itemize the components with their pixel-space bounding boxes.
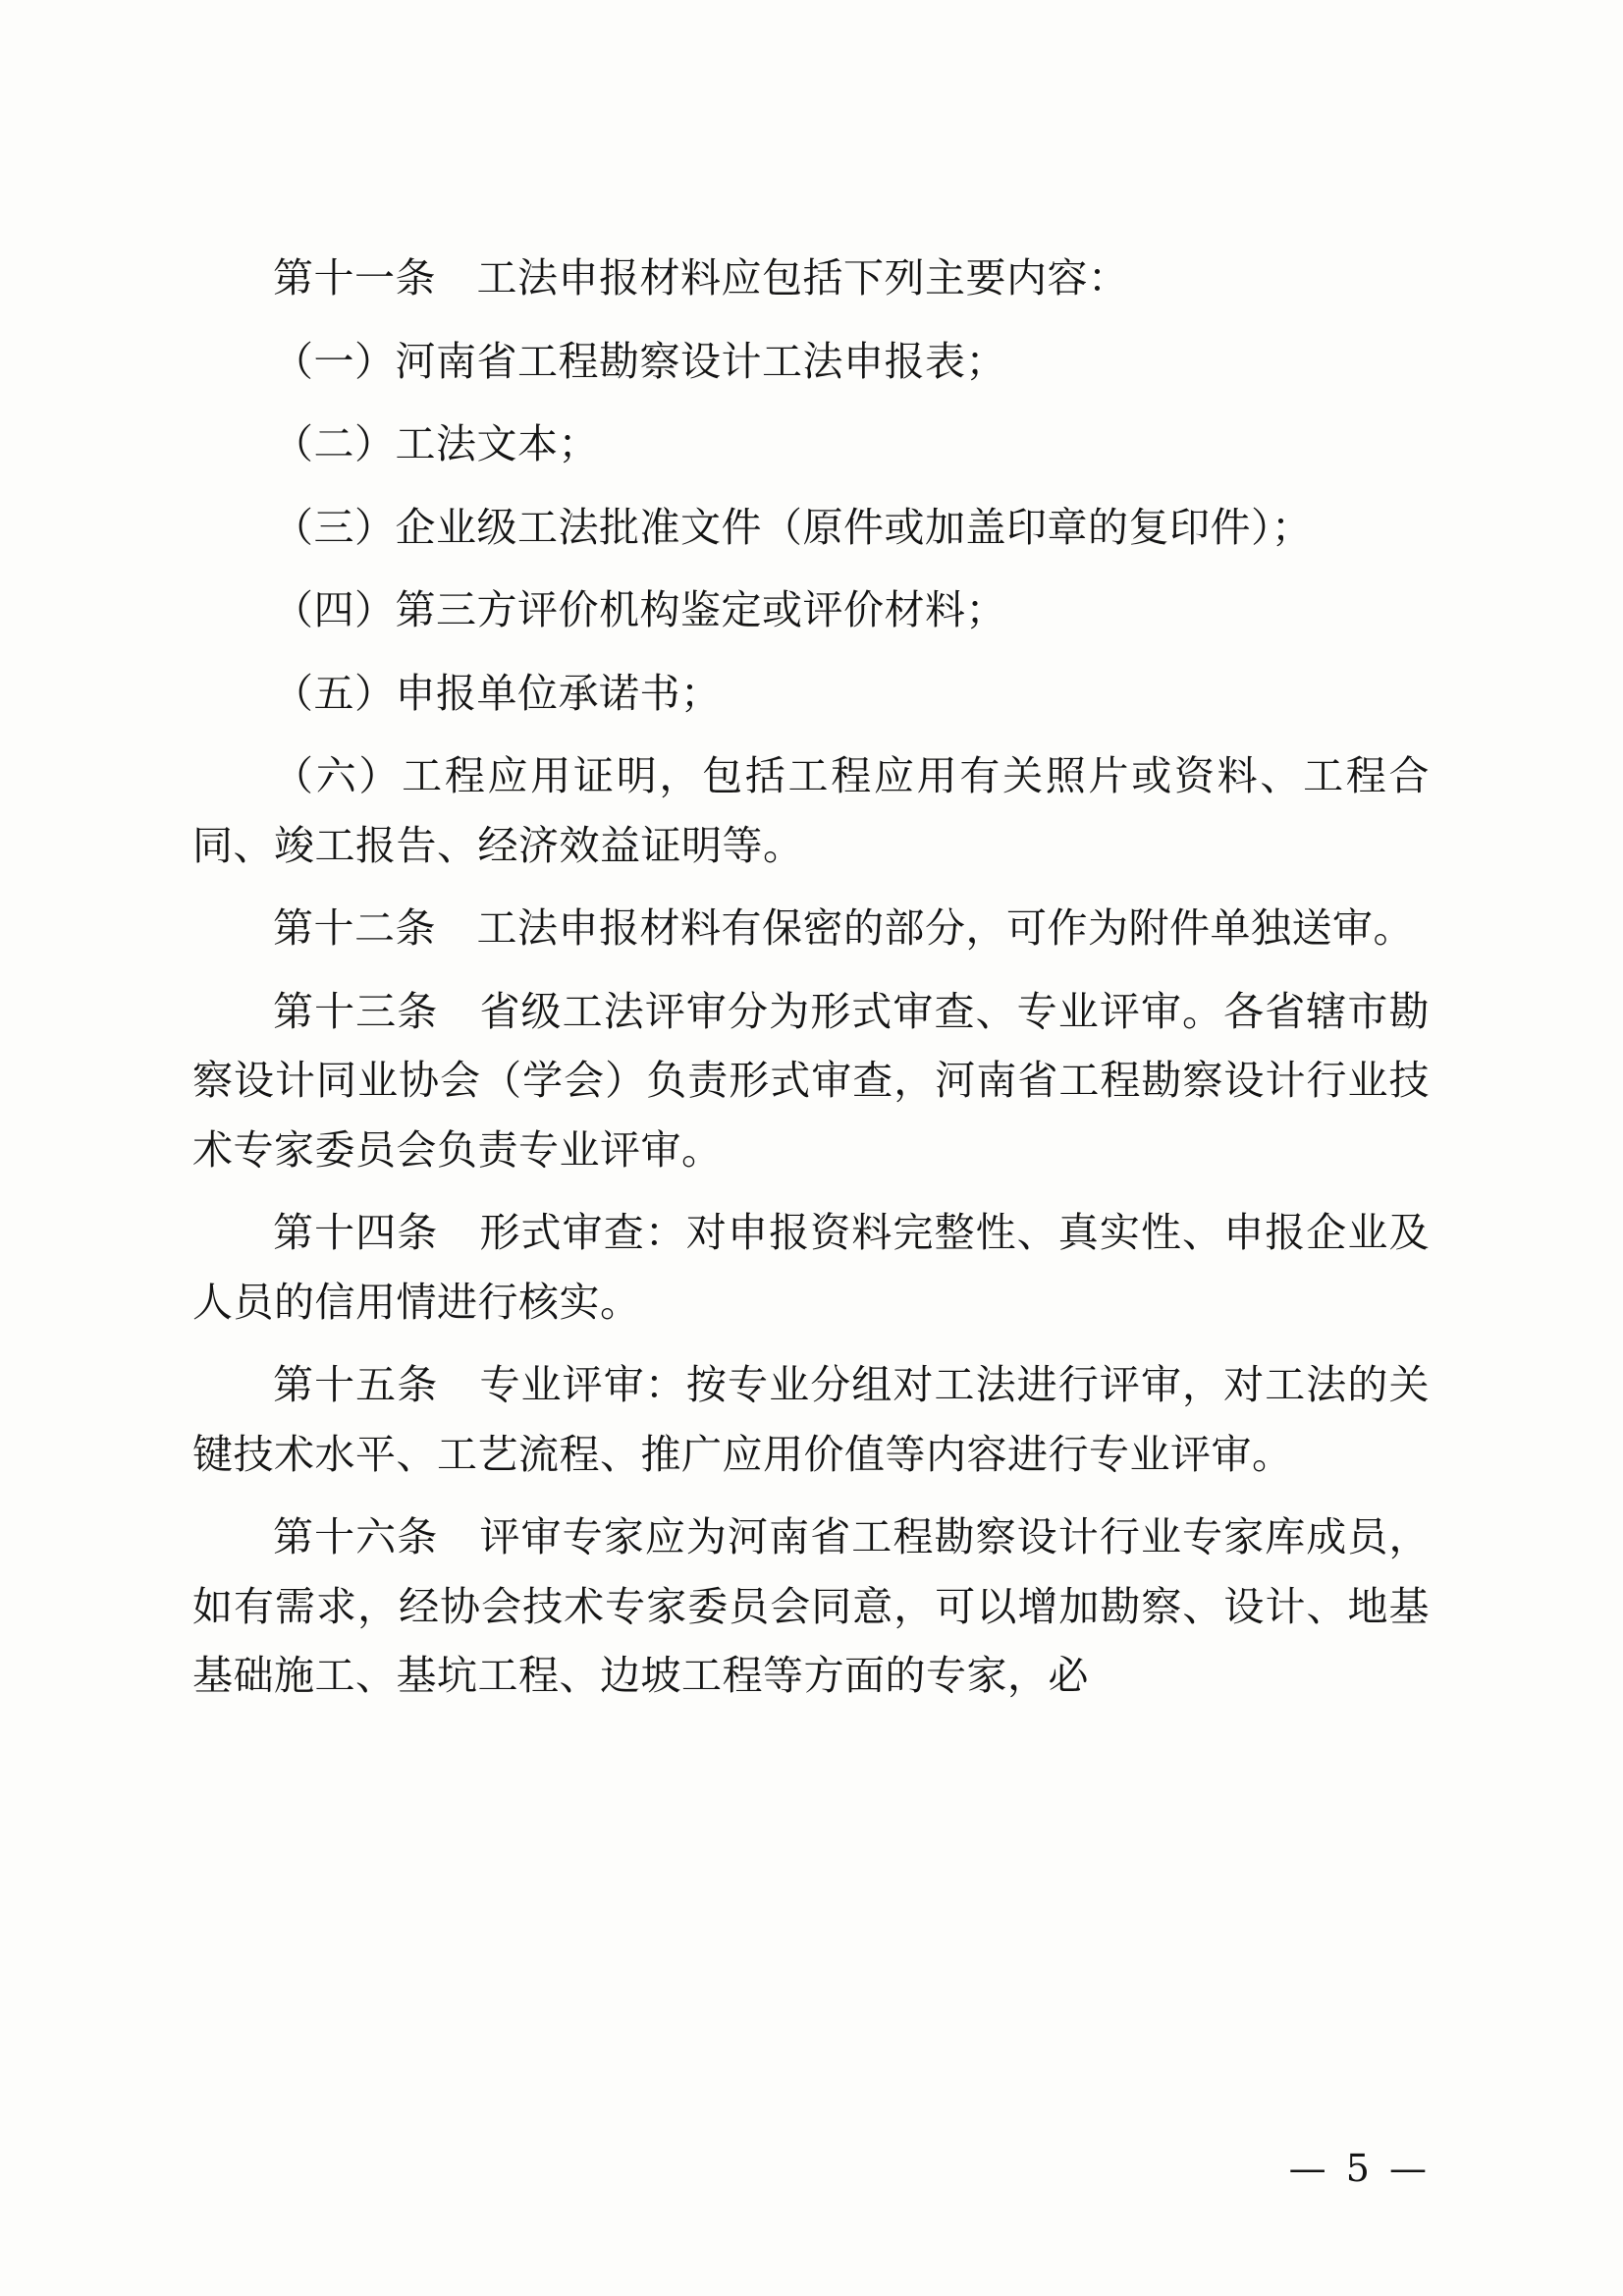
paragraph-article-11-item-1: （一）河南省工程勘察设计工法申报表； <box>273 337 1006 385</box>
paragraph-article-11-heading: 第十一条 工法申报材料应包括下列主要内容： <box>273 254 1129 301</box>
paragraph-article-11-item-5: （五）申报单位承诺书； <box>273 669 722 717</box>
page-number: — 5 — <box>1288 2147 1431 2190</box>
paragraph-article-13: 第十三条 省级工法评审分为形式审查、专业评审。各省辖市勘察设计同业协会（学会）负责形式审查，河南省工程勘察设计行业技术专家委员会负责专业评审。 <box>192 987 1430 1174</box>
paragraph-article-15: 第十五条 专业评审：按专业分组对工法进行评审，对工法的关键技术水平、工艺流程、推广应用价值等内容进行专业评审。 <box>192 1361 1430 1478</box>
paragraph-article-14: 第十四条 形式审查：对申报资料完整性、真实性、申报企业及人员的信用情进行核实。 <box>192 1209 1430 1326</box>
paragraph-article-11-item-4: （四）第三方评价机构鉴定或评价材料； <box>273 586 1006 634</box>
paragraph-article-11-item-2: （二）工法文本； <box>273 420 599 468</box>
paragraph-article-11-item-6: （六）工程应用证明，包括工程应用有关照片或资料、工程合同、竣工报告、经济效益证明等。 <box>192 752 1430 869</box>
paragraph-article-12: 第十二条 工法申报材料有保密的部分，可作为附件单独送审。 <box>273 904 1414 953</box>
document-body <box>192 244 1430 1724</box>
paragraph-article-16: 第十六条 评审专家应为河南省工程勘察设计行业专家库成员，如有需求，经协会技术专家委员会同意，可以增加勘察、设计、地基基础施工、基坑工程、边坡工程等方面的专家，必 <box>192 1513 1430 1700</box>
paragraph-article-11-item-3: （三）企业级工法批准文件（原件或加盖印章的复印件）； <box>273 503 1313 551</box>
